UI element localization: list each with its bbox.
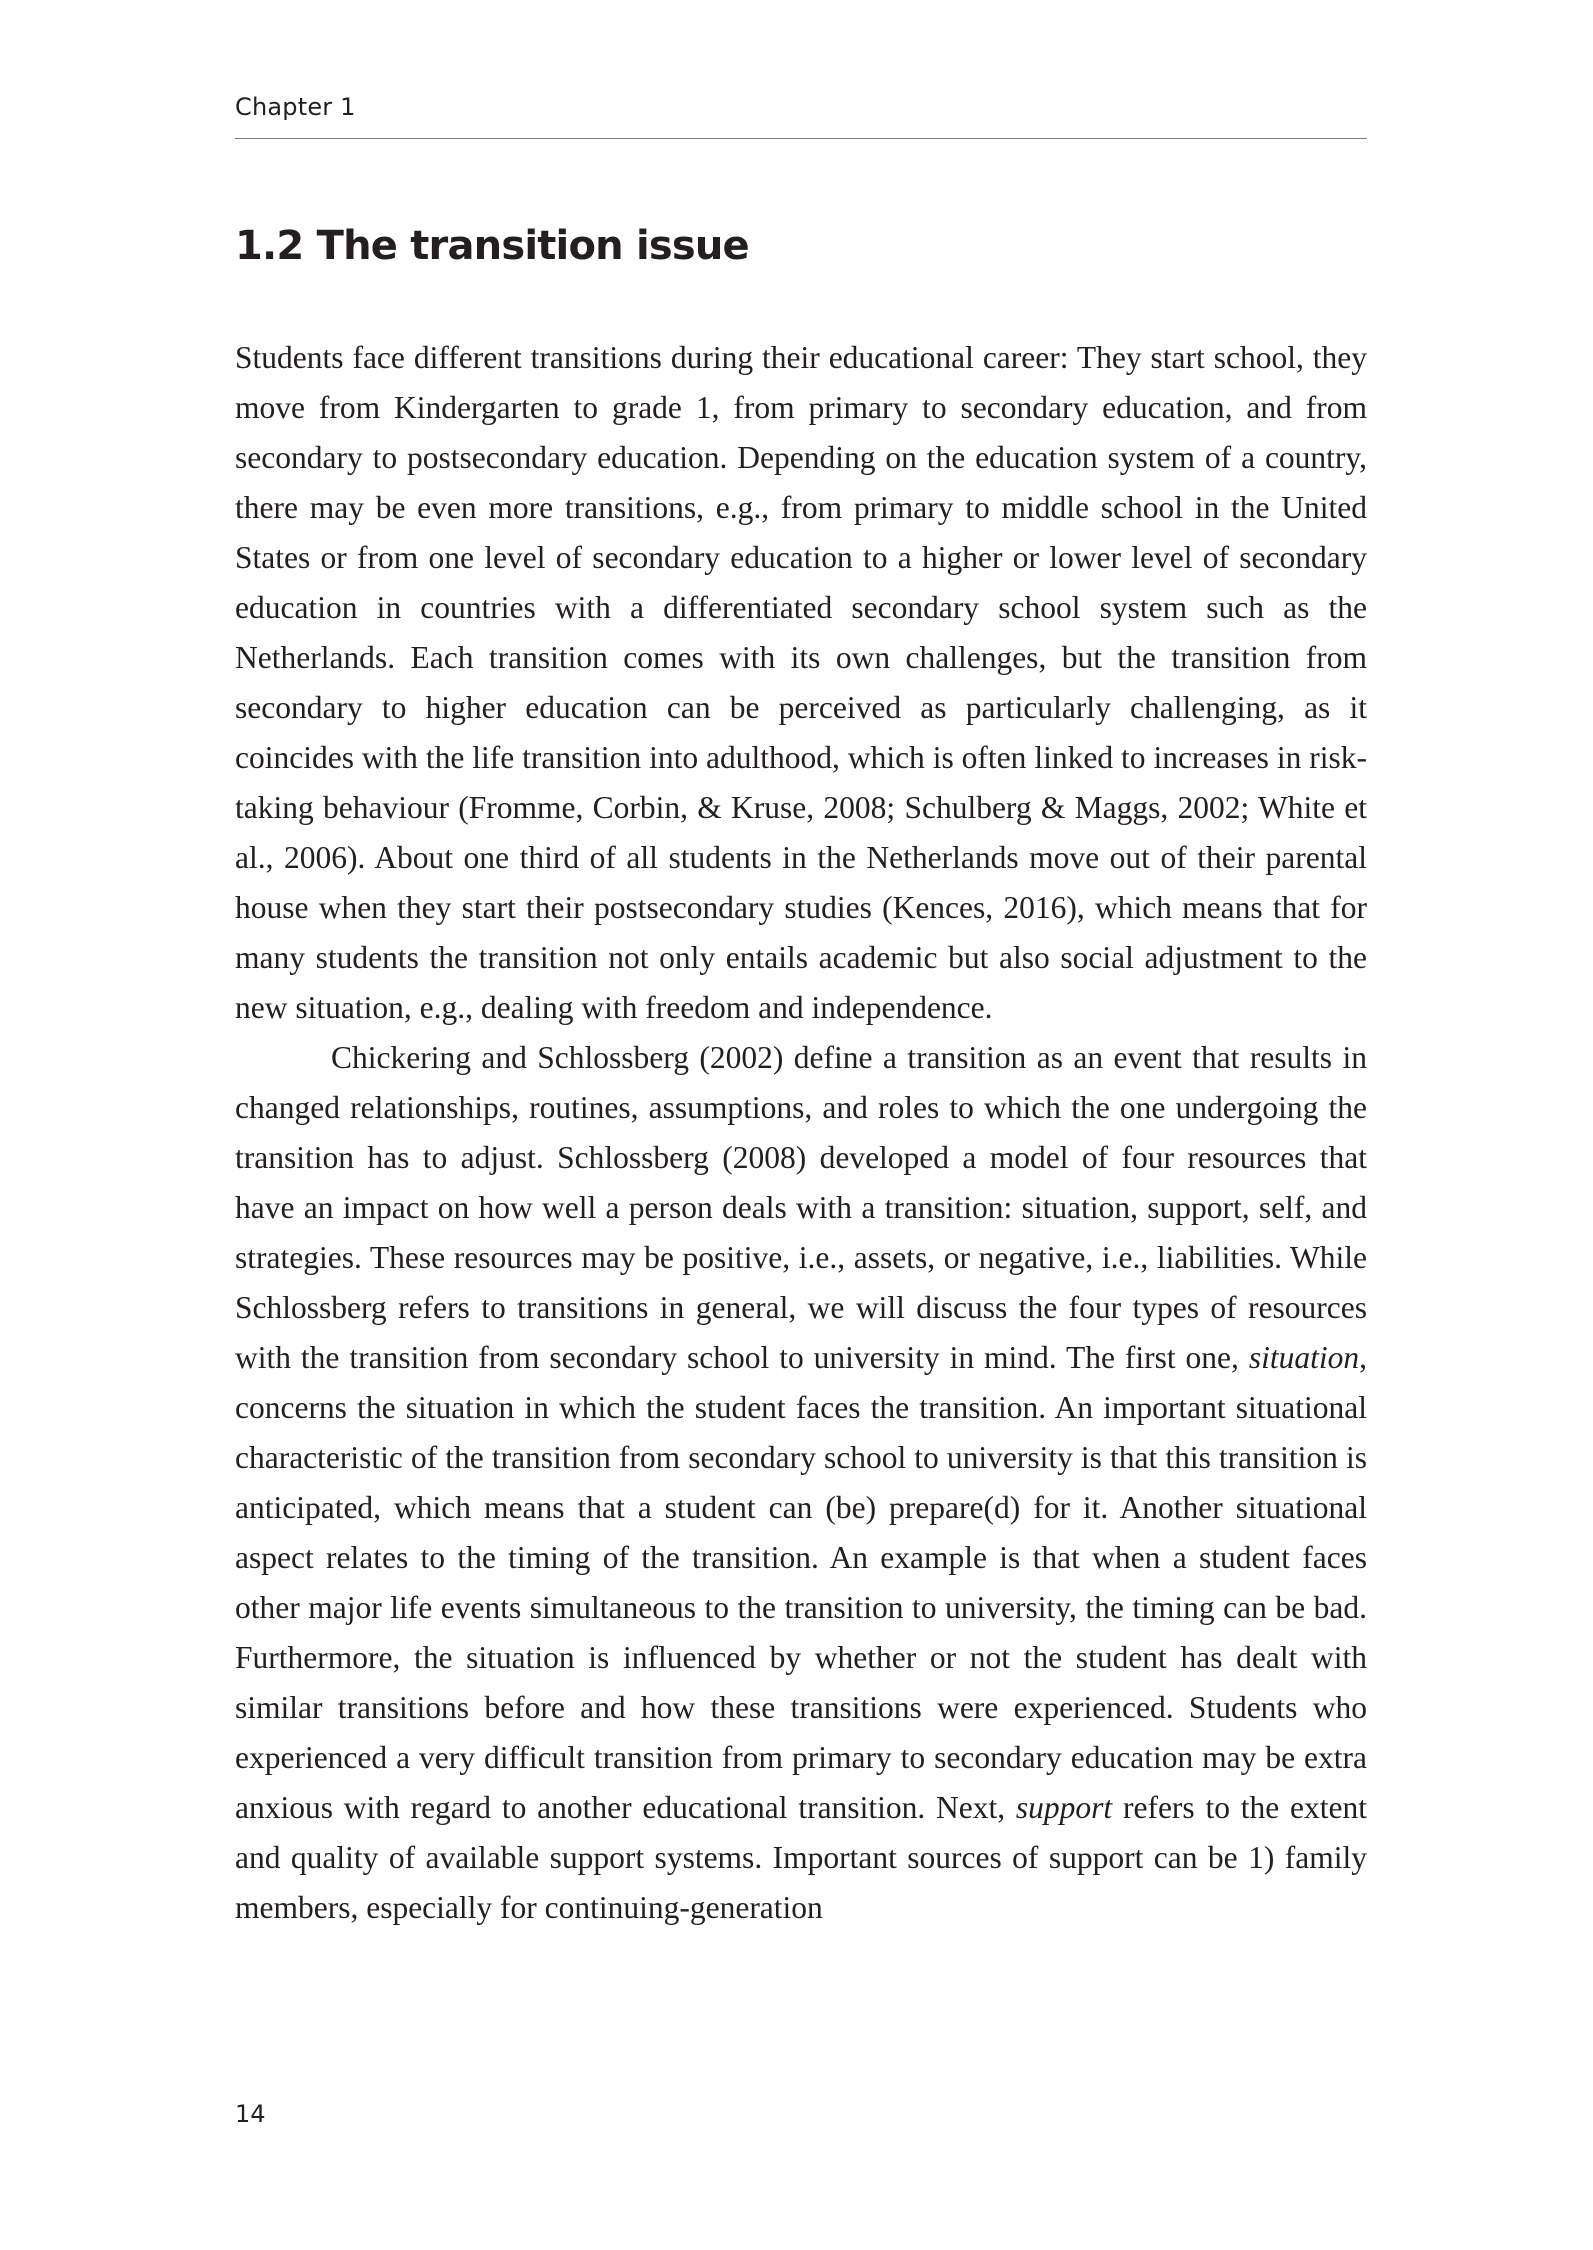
paragraph-2-text: , concerns the situation in which the student faces the transition. An important situational characteristic of the transition from secondary school to university is that this transition is anticipated, which means that a student can (be) prepare(d) for it. Another situational aspect relates to the timing of the transition. An example is that when a student faces other major life events simultaneous to the transition to university, the timing can be bad. Furthermore, the situation is influenced by whether or not the student has dealt with similar transitions before and how these transitions were experienced. Students who experienced a very difficult transition from primary to secondary education may be extra anxious with regard to another educational transition. Next, bbox=[235, 1340, 1367, 1825]
term-support: support bbox=[1015, 1790, 1113, 1825]
section-title: 1.2 The transition issue bbox=[235, 223, 749, 269]
header-rule bbox=[235, 138, 1367, 139]
term-situation: situation bbox=[1248, 1340, 1360, 1375]
body-text bbox=[235, 333, 1367, 1933]
paragraph-2-text: Chickering and Schlossberg (2002) define a transition as an event that results in changed relationships, routines, assumptions, and roles to which the one undergoing the transition has to adjust. Schlossberg (2008) developed a model of four resources that have an impact on how well a person deals with a transition: situation, support, self, and strategies. These resources may be positive, i.e., assets, or negative, i.e., liabilities. While Schlossberg refers to transitions in general, we will discuss the four types of resources with the transition from secondary school to university in mind. The first one, bbox=[235, 1040, 1367, 1375]
paragraph-2 bbox=[235, 1033, 1367, 1933]
paragraph-2-text: refers to the extent and quality of available support systems. Important sources of support can be 1) family members, especially for continuing-generation bbox=[235, 1790, 1368, 1925]
paragraph-1: Students face different transitions during their educational career: They start school, they move from Kindergarten to grade 1, from primary to secondary education, and from secondary to postsecondary education. Depending on the education system of a country, there may be even more transitions, e.g., from primary to middle school in the United States or from one level of secondary education to a higher or lower level of secondary education in countries with a differentiated secondary school system such as the Netherlands. Each transition comes with its own challenges, but the transition from secondary to higher education can be perceived as particularly challenging, as it coincides with the life transition into adulthood, which is often linked to increases in risk-taking behaviour (Fromme, Corbin, & Kruse, 2008; Schulberg & Maggs, 2002; White et al., 2006). About one third of all students in the Netherlands move out of their parental house when they start their postsecondary studies (Kences, 2016), which means that for many students the transition not only entails academic but also social adjustment to the new situation, e.g., dealing with freedom and independence. bbox=[235, 340, 1367, 1025]
page-number: 14 bbox=[235, 2100, 266, 2128]
running-head: Chapter 1 bbox=[235, 93, 356, 121]
